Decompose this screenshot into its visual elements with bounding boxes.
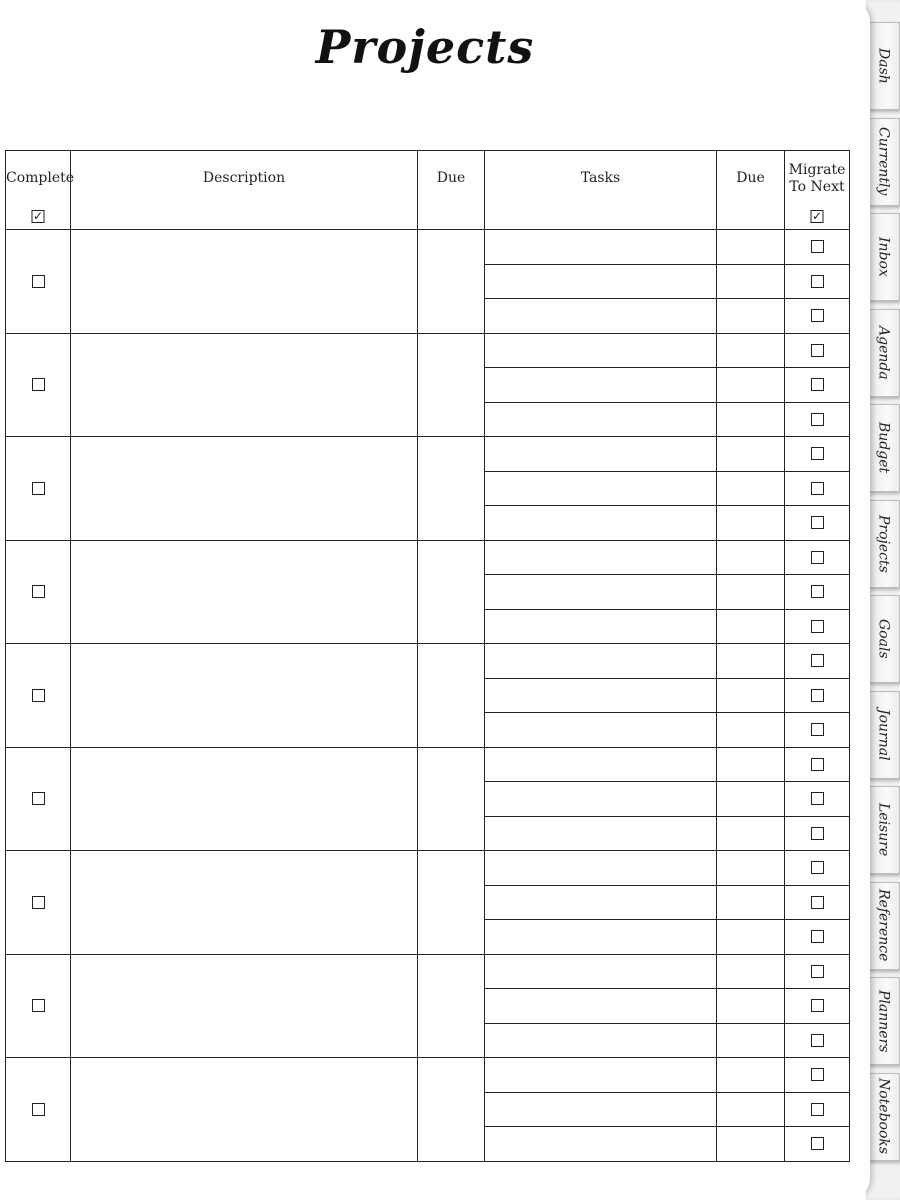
migrate-cell: [785, 851, 850, 886]
complete-checkbox[interactable]: [32, 689, 45, 702]
table-row: [6, 851, 850, 886]
table-row: [6, 1058, 850, 1093]
table-row: [6, 540, 850, 575]
task-due-cell[interactable]: [717, 540, 785, 575]
project-complete-cell: [6, 851, 71, 955]
migrate-cell: [785, 1092, 850, 1127]
migrate-checkbox[interactable]: [811, 447, 824, 460]
project-description-cell[interactable]: [71, 540, 418, 644]
migrate-checkbox[interactable]: [811, 827, 824, 840]
tab-reference[interactable]: [868, 882, 900, 970]
migrate-header-line1: Migrate: [788, 162, 846, 178]
project-complete-cell: [6, 540, 71, 644]
table-row: [6, 954, 850, 989]
migrate-checkbox[interactable]: [811, 413, 824, 426]
task-cell[interactable]: [485, 644, 717, 679]
tab-label: Agenda: [875, 325, 892, 380]
task-cell[interactable]: [485, 333, 717, 368]
tab-label: Projects: [875, 514, 892, 573]
migrate-checkbox[interactable]: [811, 551, 824, 564]
complete-checkbox[interactable]: [32, 585, 45, 598]
description-header: [71, 151, 418, 230]
project-due-cell[interactable]: [418, 954, 485, 1058]
task-cell[interactable]: [485, 609, 717, 644]
migrate-checkbox[interactable]: [811, 378, 824, 391]
header-row: [6, 151, 850, 230]
tab-label: Budget: [875, 422, 892, 474]
project-due-cell[interactable]: [418, 333, 485, 437]
migrate-cell: [785, 264, 850, 299]
table-row: [6, 230, 850, 265]
migrate-checkbox[interactable]: [811, 344, 824, 357]
page-title: Projects: [315, 20, 535, 74]
migrate-checkbox[interactable]: [811, 1103, 824, 1116]
migrate-cell: [785, 1058, 850, 1093]
task-due-cell[interactable]: [717, 885, 785, 920]
task-due-cell[interactable]: [717, 1127, 785, 1162]
migrate-cell: [785, 678, 850, 713]
migrate-header-line2: To Next: [789, 179, 845, 195]
project-complete-cell: [6, 1058, 71, 1162]
tab-label: Notebooks: [875, 1078, 892, 1155]
complete-checkbox[interactable]: [32, 1103, 45, 1116]
task-due-cell[interactable]: [717, 816, 785, 851]
migrate-cell: [785, 333, 850, 368]
task-due-cell[interactable]: [717, 989, 785, 1024]
migrate-cell: [785, 540, 850, 575]
project-due-cell[interactable]: [418, 230, 485, 334]
complete-checkbox[interactable]: [32, 378, 45, 391]
project-description-cell[interactable]: [71, 747, 418, 851]
complete-checkbox[interactable]: [32, 482, 45, 495]
projects-table: [5, 150, 850, 1162]
migrate-checkbox[interactable]: [811, 620, 824, 633]
project-due-cell[interactable]: [418, 851, 485, 955]
task-cell[interactable]: [485, 989, 717, 1024]
table-row: [6, 333, 850, 368]
table-row: [6, 644, 850, 679]
tasks-header: [485, 151, 717, 230]
tab-budget[interactable]: [868, 404, 900, 492]
migrate-checkbox[interactable]: [811, 654, 824, 667]
project-description-cell[interactable]: [71, 851, 418, 955]
due-header: [418, 151, 485, 230]
task-due-cell[interactable]: [717, 1092, 785, 1127]
migrate-checkbox[interactable]: [811, 861, 824, 874]
migrate-cell: [785, 920, 850, 955]
task-cell[interactable]: [485, 851, 717, 886]
project-due-cell[interactable]: [418, 644, 485, 748]
migrate-cell: [785, 1023, 850, 1058]
task-cell[interactable]: [485, 230, 717, 265]
tab-label: Leisure: [875, 803, 892, 857]
task-due-cell[interactable]: [717, 954, 785, 989]
migrate-header-check-icon: ✓: [811, 209, 823, 223]
project-due-cell[interactable]: [418, 1058, 485, 1162]
task-cell[interactable]: [485, 471, 717, 506]
project-complete-cell: [6, 230, 71, 334]
task-cell[interactable]: [485, 540, 717, 575]
task-due-cell[interactable]: [717, 609, 785, 644]
migrate-cell: [785, 885, 850, 920]
project-description-cell[interactable]: [71, 644, 418, 748]
task-due-cell[interactable]: [717, 368, 785, 403]
tab-label: Goals: [875, 619, 892, 659]
tab-projects[interactable]: [868, 500, 900, 588]
tab-label: Inbox: [875, 237, 892, 277]
project-due-cell[interactable]: [418, 437, 485, 541]
task-due-cell[interactable]: [717, 471, 785, 506]
task-cell[interactable]: [485, 954, 717, 989]
task-cell[interactable]: [485, 437, 717, 472]
tab-dash[interactable]: [868, 22, 900, 110]
projects-body: [6, 230, 850, 1162]
migrate-checkbox[interactable]: [811, 999, 824, 1012]
project-complete-cell: [6, 644, 71, 748]
task-due-cell[interactable]: [717, 747, 785, 782]
migrate-cell: [785, 299, 850, 334]
project-description-cell[interactable]: [71, 954, 418, 1058]
tab-currently[interactable]: [868, 118, 900, 206]
tab-label: Reference: [875, 889, 892, 962]
migrate-cell: [785, 644, 850, 679]
tasks-header-label: Tasks: [580, 170, 621, 186]
task-due-cell[interactable]: [717, 437, 785, 472]
complete-checkbox[interactable]: [32, 896, 45, 909]
task-due-cell[interactable]: [717, 333, 785, 368]
tab-label: Planners: [875, 989, 892, 1053]
tab-label: Journal: [875, 708, 892, 761]
task-due-header: [717, 151, 785, 230]
migrate-checkbox[interactable]: [811, 275, 824, 288]
project-complete-cell: [6, 437, 71, 541]
tab-journal[interactable]: [868, 691, 900, 779]
task-cell[interactable]: [485, 920, 717, 955]
task-cell[interactable]: [485, 368, 717, 403]
task-due-cell[interactable]: [717, 782, 785, 817]
migrate-checkbox[interactable]: [811, 1137, 824, 1150]
task-cell[interactable]: [485, 747, 717, 782]
migrate-cell: [785, 471, 850, 506]
task-cell[interactable]: [485, 264, 717, 299]
migrate-checkbox[interactable]: [811, 585, 824, 598]
migrate-cell: [785, 368, 850, 403]
task-cell[interactable]: [485, 506, 717, 541]
migrate-cell: [785, 230, 850, 265]
migrate-cell: [785, 713, 850, 748]
complete-checkbox[interactable]: [32, 792, 45, 805]
migrate-checkbox[interactable]: [811, 482, 824, 495]
task-due-cell[interactable]: [717, 506, 785, 541]
migrate-cell: [785, 816, 850, 851]
migrate-cell: [785, 609, 850, 644]
complete-checkbox[interactable]: [32, 275, 45, 288]
task-cell[interactable]: [485, 1023, 717, 1058]
migrate-checkbox[interactable]: [811, 309, 824, 322]
migrate-checkbox[interactable]: [811, 1034, 824, 1047]
migrate-header-label: [785, 151, 849, 196]
project-due-cell[interactable]: [418, 540, 485, 644]
task-due-header-label: Due: [736, 170, 765, 186]
complete-header-check-icon: ✓: [32, 209, 44, 223]
task-cell[interactable]: [485, 575, 717, 610]
tab-goals[interactable]: [868, 595, 900, 683]
complete-checkbox[interactable]: [32, 999, 45, 1012]
task-due-cell[interactable]: [717, 264, 785, 299]
tab-leisure[interactable]: [868, 786, 900, 874]
migrate-cell: [785, 506, 850, 541]
task-cell[interactable]: [485, 402, 717, 437]
migrate-cell: [785, 954, 850, 989]
migrate-cell: [785, 1127, 850, 1162]
migrate-cell: [785, 782, 850, 817]
due-header-label: Due: [436, 170, 466, 186]
complete-header: [6, 151, 75, 230]
migrate-checkbox[interactable]: [811, 965, 824, 978]
migrate-cell: [785, 747, 850, 782]
migrate-cell: [785, 437, 850, 472]
migrate-checkbox[interactable]: [811, 792, 824, 805]
task-cell[interactable]: [485, 299, 717, 334]
description-header-label: Description: [202, 170, 286, 186]
migrate-checkbox[interactable]: [811, 723, 824, 736]
task-due-cell[interactable]: [717, 644, 785, 679]
task-due-cell[interactable]: [717, 851, 785, 886]
migrate-checkbox[interactable]: [811, 896, 824, 909]
migrate-checkbox[interactable]: [811, 689, 824, 702]
project-complete-cell: [6, 954, 71, 1058]
task-due-cell[interactable]: [717, 1058, 785, 1093]
task-due-cell[interactable]: [717, 402, 785, 437]
complete-header-label: Complete: [6, 170, 75, 186]
project-complete-cell: [6, 747, 71, 851]
project-description-cell[interactable]: [71, 437, 418, 541]
task-due-cell[interactable]: [717, 575, 785, 610]
migrate-cell: [785, 989, 850, 1024]
project-description-cell[interactable]: [71, 1058, 418, 1162]
project-description-cell[interactable]: [71, 333, 418, 437]
task-cell[interactable]: [485, 1058, 717, 1093]
migrate-header: [785, 151, 850, 230]
task-due-cell[interactable]: [717, 713, 785, 748]
task-due-cell[interactable]: [717, 920, 785, 955]
task-cell[interactable]: [485, 816, 717, 851]
task-due-cell[interactable]: [717, 1023, 785, 1058]
migrate-checkbox[interactable]: [811, 240, 824, 253]
project-description-cell[interactable]: [71, 230, 418, 334]
migrate-checkbox[interactable]: [811, 516, 824, 529]
project-complete-cell: [6, 333, 71, 437]
task-due-cell[interactable]: [717, 678, 785, 713]
tab-planners[interactable]: [868, 977, 900, 1065]
task-cell[interactable]: [485, 1092, 717, 1127]
task-cell[interactable]: [485, 782, 717, 817]
task-cell[interactable]: [485, 678, 717, 713]
migrate-cell: [785, 402, 850, 437]
migrate-checkbox[interactable]: [811, 758, 824, 771]
task-cell[interactable]: [485, 885, 717, 920]
table-row: [6, 747, 850, 782]
task-cell[interactable]: [485, 713, 717, 748]
migrate-checkbox[interactable]: [811, 930, 824, 943]
table-row: [6, 437, 850, 472]
tab-inbox[interactable]: [868, 213, 900, 301]
tab-notebooks[interactable]: [868, 1073, 900, 1161]
migrate-checkbox[interactable]: [811, 1068, 824, 1081]
tab-label: Currently: [875, 127, 892, 196]
task-cell[interactable]: [485, 1127, 717, 1162]
tab-agenda[interactable]: [868, 309, 900, 397]
tab-label: Dash: [875, 48, 892, 84]
project-due-cell[interactable]: [418, 747, 485, 851]
migrate-cell: [785, 575, 850, 610]
task-due-cell[interactable]: [717, 230, 785, 265]
task-due-cell[interactable]: [717, 299, 785, 334]
